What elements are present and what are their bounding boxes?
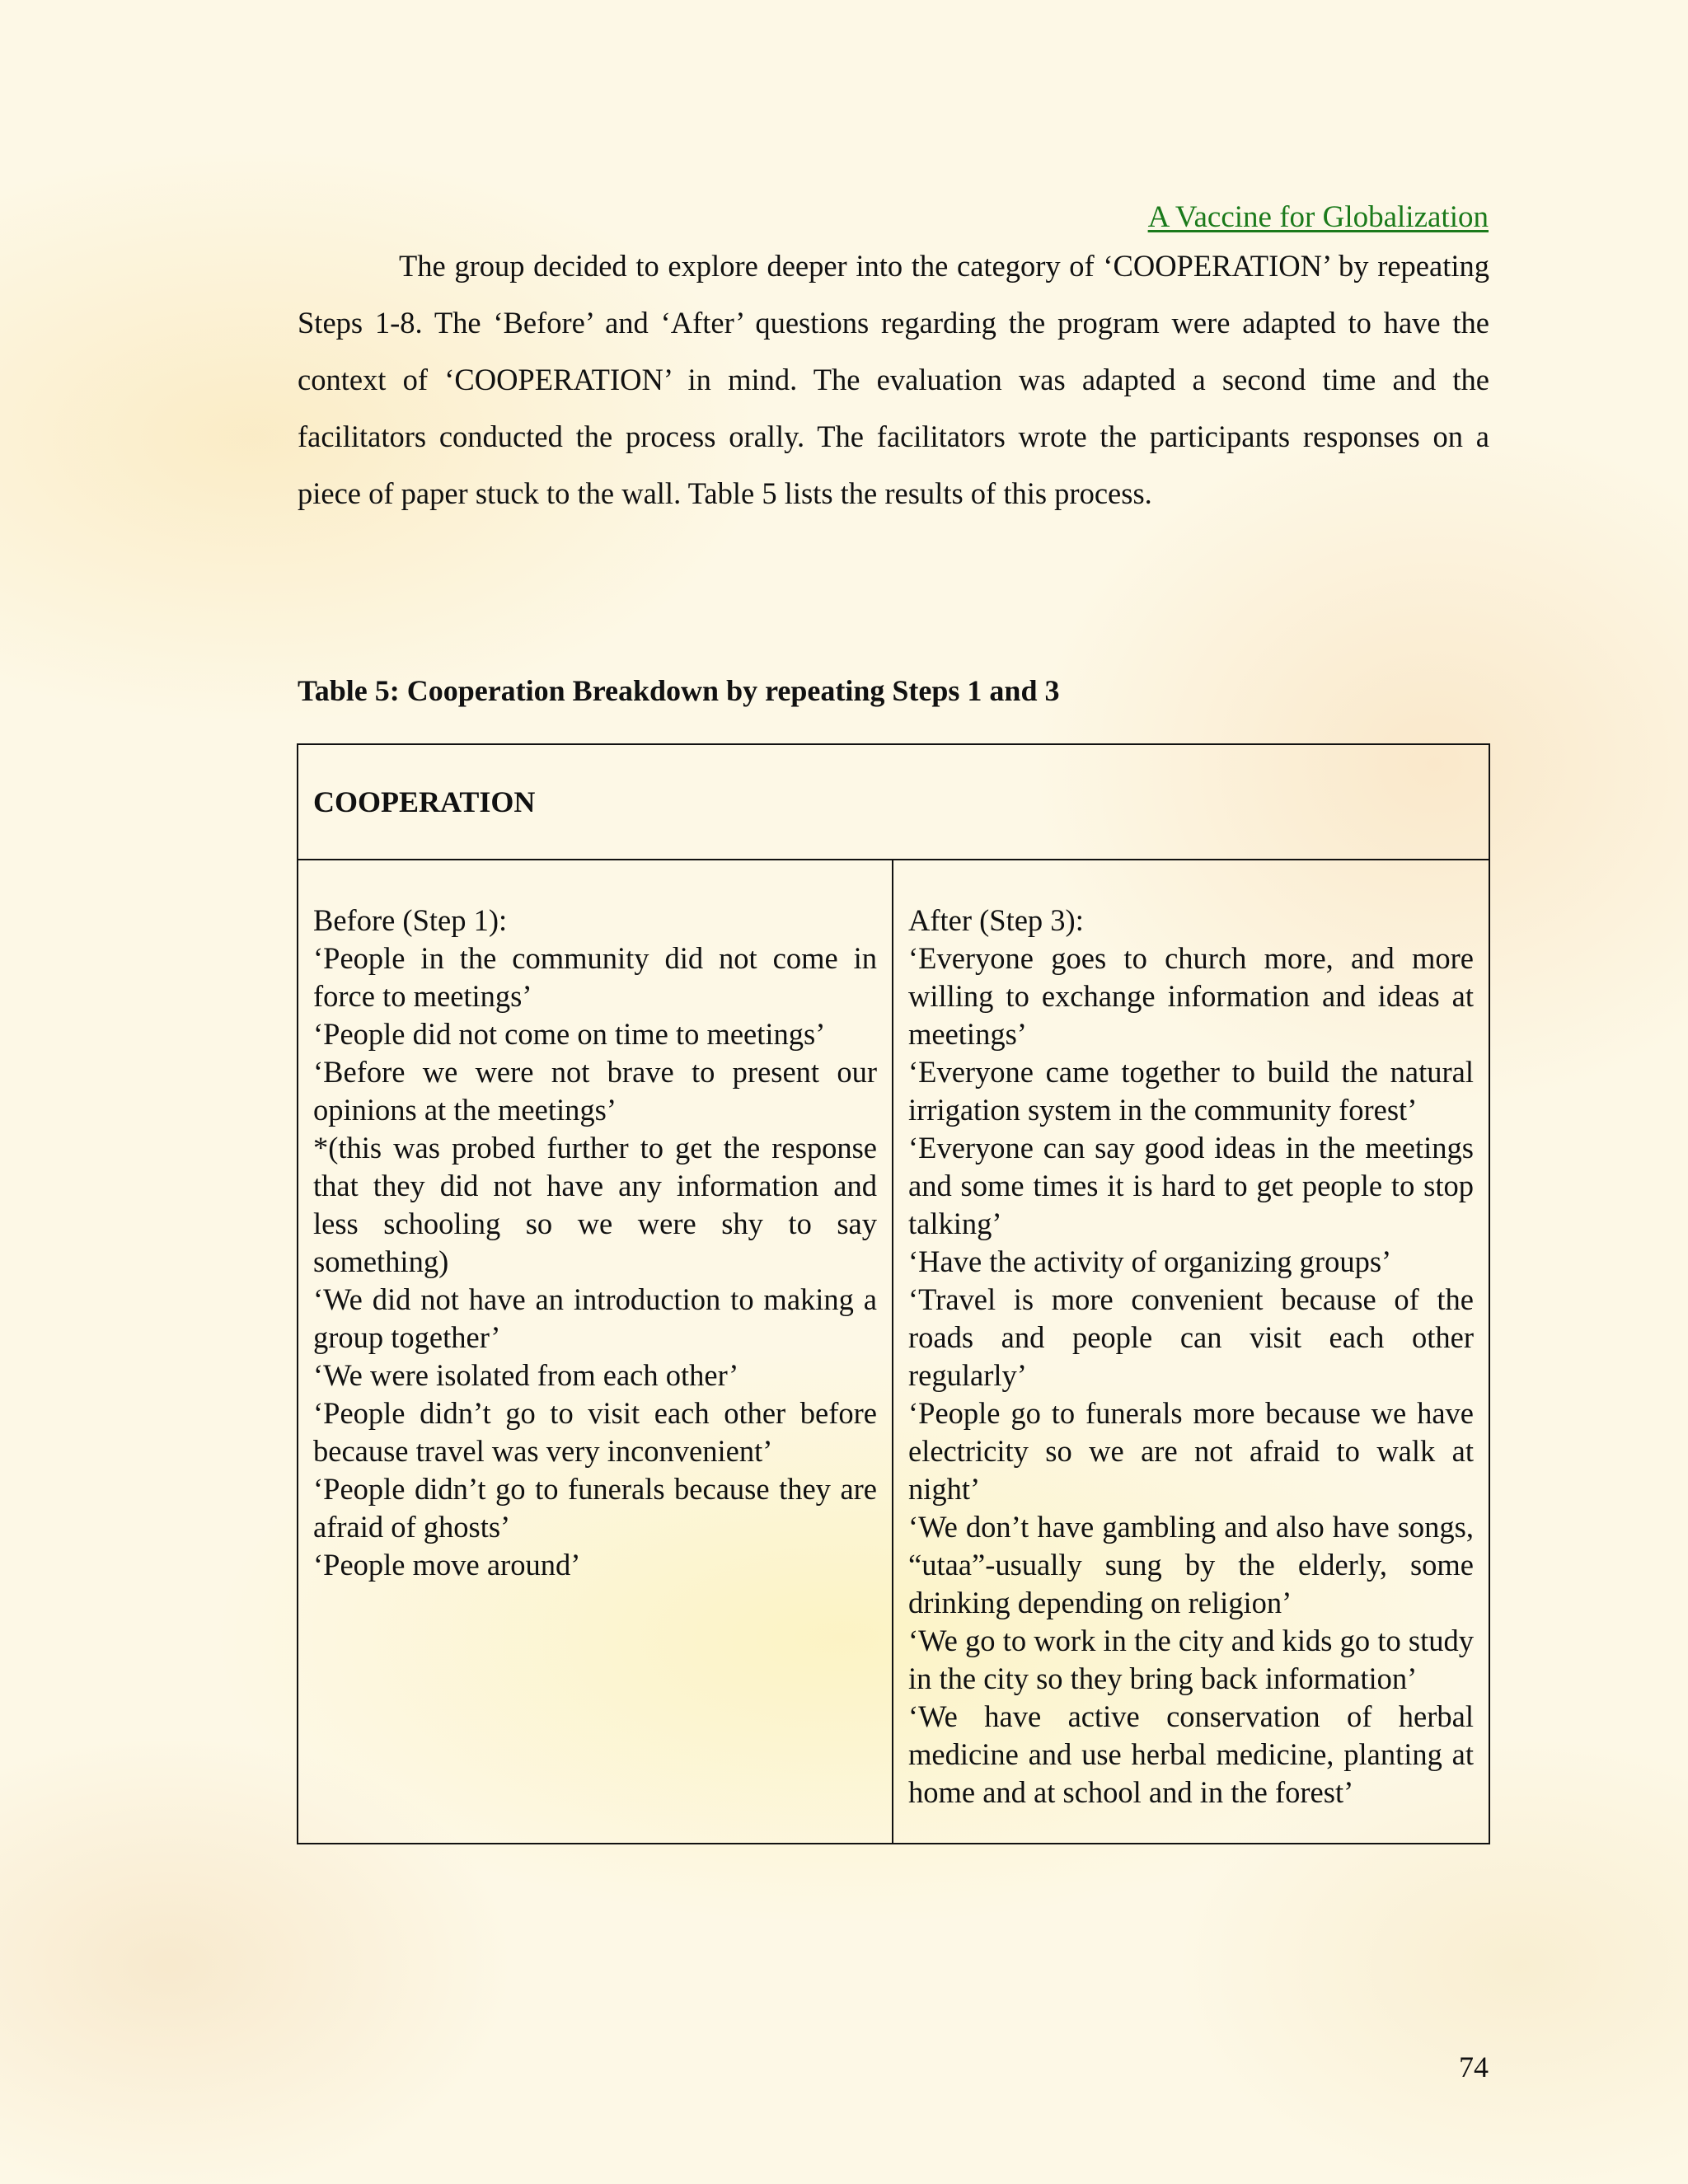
after-heading: After (Step 3): — [908, 903, 1084, 937]
before-item: ‘We were isolated from each other’ — [313, 1358, 739, 1392]
running-header-title: A Vaccine for Globalization — [1147, 200, 1489, 234]
after-item: ‘Everyone can say good ideas in the meetings and some times it is hard to get people to stop talking’ — [908, 1131, 1474, 1240]
before-item: ‘Before we were not brave to present our opinions at the meetings’ — [313, 1055, 877, 1127]
after-item: ‘People go to funerals more because we have electricity so we are not afraid to walk at night’ — [908, 1396, 1474, 1506]
cooperation-table — [297, 743, 1490, 1844]
before-item: ‘People didn’t go to visit each other before because travel was very inconvenient’ — [313, 1396, 877, 1468]
after-item: ‘Travel is more convenient because of the roads and people can visit each other regularly’ — [908, 1282, 1474, 1392]
before-item: ‘People did not come on time to meetings’ — [313, 1017, 826, 1051]
table-caption: Table 5: Cooperation Breakdown by repeating Steps 1 and 3 — [298, 674, 1060, 707]
after-item: ‘Have the activity of organizing groups’ — [908, 1244, 1392, 1278]
after-item: ‘Everyone came together to build the natural irrigation system in the community forest’ — [908, 1055, 1474, 1127]
before-item: *(this was probed further to get the response that they did not have any information and less schooling so we were shy to say something) — [313, 1131, 877, 1278]
after-item: ‘We don’t have gambling and also have songs, “utaa”-usually sung by the elderly, some drinking depending on religion’ — [908, 1510, 1474, 1619]
before-heading: Before (Step 1): — [313, 903, 508, 937]
before-item: ‘People in the community did not come in force to meetings’ — [313, 941, 877, 1013]
page-number: 74 — [1459, 2050, 1489, 2083]
before-item: ‘People move around’ — [313, 1548, 581, 1582]
table-header-label: COOPERATION — [313, 785, 536, 818]
before-item: ‘People didn’t go to funerals because they are afraid of ghosts’ — [313, 1472, 877, 1544]
after-item: ‘Everyone goes to church more, and more willing to exchange information and ideas at meetings’ — [908, 941, 1474, 1051]
before-column — [298, 860, 893, 1843]
after-column — [893, 860, 1489, 1843]
after-item: ‘We have active conservation of herbal medicine and use herbal medicine, planting at home and at school and in the forest’ — [908, 1699, 1474, 1809]
after-item: ‘We go to work in the city and kids go to study in the city so they bring back information’ — [908, 1624, 1474, 1695]
intro-paragraph: The group decided to explore deeper into the category of ‘COOPERATION’ by repeating Steps 1-8. The ‘Before’ and ‘After’ questions regarding the program were adapted to have the context of ‘COOPERATION’ in mind. The evaluation was adapted a second time and the facilitators conducted the process orally. The facilitators wrote the participants responses on a piece of paper stuck to the wall. Table 5 lists the results of this process. — [298, 249, 1489, 510]
table-header-cell — [298, 745, 1489, 860]
before-item: ‘We did not have an introduction to making a group together’ — [313, 1282, 877, 1354]
table-body-row — [298, 860, 1489, 1843]
